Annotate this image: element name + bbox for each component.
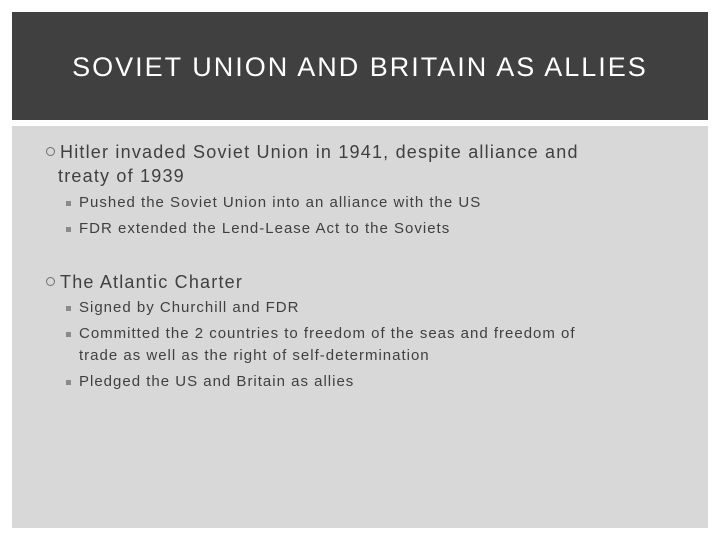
sub-bullet-text: Signed by Churchill and FDR [79, 299, 300, 316]
square-bullet-icon [66, 332, 71, 337]
bullet-2-line-1: The Atlantic Charter [60, 272, 244, 292]
sub-bullet-text: Pushed the Soviet Union into an alliance with the US [79, 194, 482, 211]
hollow-circle-bullet-icon [46, 147, 55, 156]
square-bullet-icon [66, 201, 71, 206]
sub-bullet-1-1 [79, 192, 481, 214]
bullet-2 [60, 270, 243, 294]
slide-title: SOVIET UNION AND BRITAIN AS ALLIES [72, 52, 648, 82]
sub-bullet-text-line-2: trade as well as the right of self-determination [79, 347, 430, 364]
slide-content [12, 126, 708, 528]
sub-bullet-2-2 [79, 323, 576, 367]
sub-bullet-text: Pledged the US and Britain as allies [79, 373, 355, 390]
bullet-1 [60, 140, 579, 164]
bullet-1-continued [58, 164, 185, 188]
sub-bullet-2-3 [79, 371, 354, 393]
title-bar [12, 12, 708, 120]
square-bullet-icon [66, 306, 71, 311]
sub-bullet-text: FDR extended the Lend-Lease Act to the Soviets [79, 220, 451, 237]
bullet-1-line-2: treaty of 1939 [58, 166, 185, 186]
square-bullet-icon [66, 227, 71, 232]
hollow-circle-bullet-icon [46, 277, 55, 286]
sub-bullet-2-1 [79, 297, 299, 319]
sub-bullet-text-line-1: Committed the 2 countries to freedom of the seas and freedom of [79, 325, 576, 342]
bullet-1-line-1: Hitler invaded Soviet Union in 1941, despite alliance and [60, 142, 579, 162]
square-bullet-icon [66, 380, 71, 385]
sub-bullet-1-2 [79, 218, 450, 240]
